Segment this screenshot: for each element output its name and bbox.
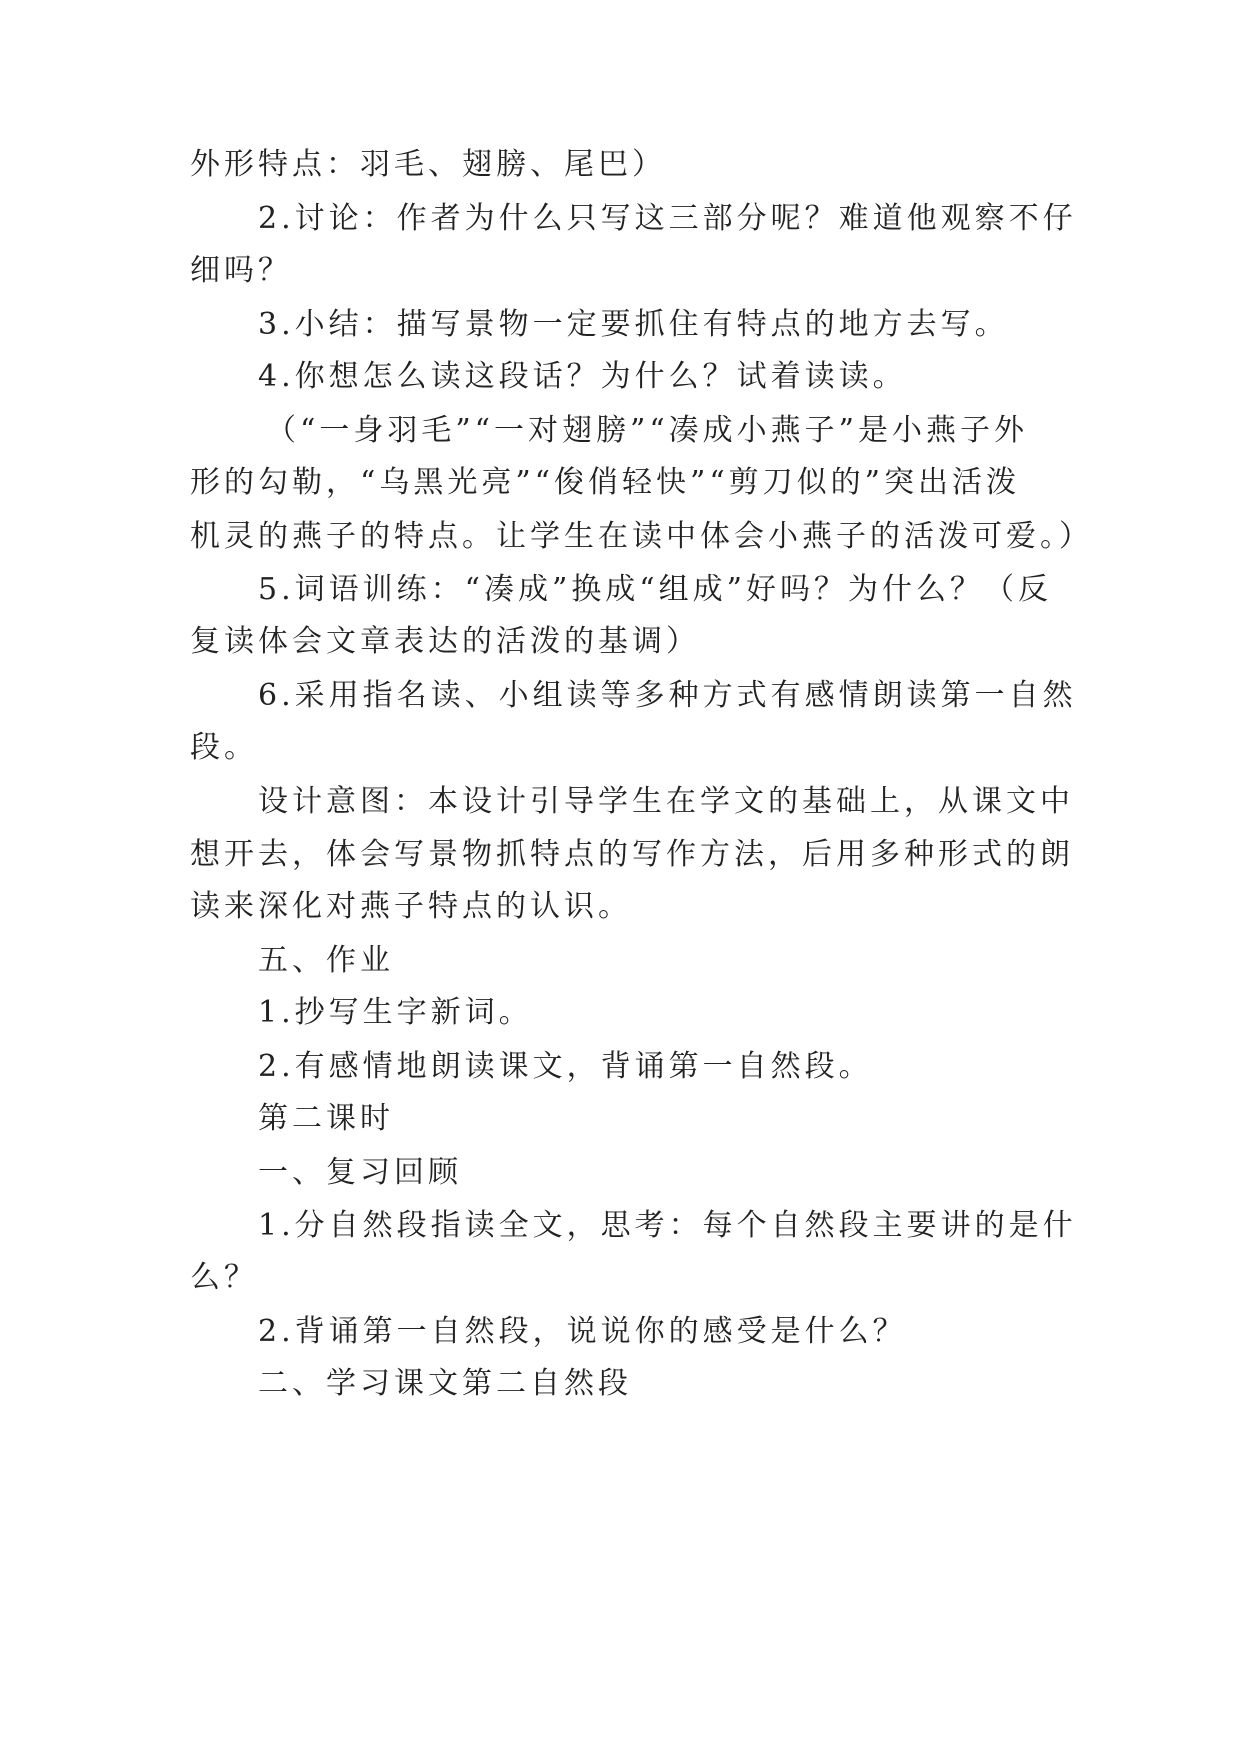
text-line: （“一身羽毛”“一对翅膀”“凑成小燕子”是小燕子外 xyxy=(266,413,1029,448)
text-line: 2.讨论：作者为什么只写这三部分呢？难道他观察不仔 xyxy=(258,201,1077,236)
text-line: 6.采用指名读、小组读等多种方式有感情朗读第一自然 xyxy=(258,678,1077,713)
text-line: 想开去，体会写景物抓特点的写作方法，后用多种形式的朗 xyxy=(190,837,1074,872)
text-line: 复读体会文章表达的活泼的基调） xyxy=(190,624,700,659)
section-heading: 五、作业 xyxy=(258,943,394,978)
text-line: 1.抄写生字新词。 xyxy=(258,995,533,1030)
text-line: 外形特点：羽毛、翅膀、尾巴） xyxy=(190,147,666,182)
text-line: 1.分自然段指读全文，思考：每个自然段主要讲的是什 xyxy=(258,1208,1077,1243)
text-line: 4.你想怎么读这段话？为什么？试着读读。 xyxy=(258,359,907,394)
text-line: 设计意图：本设计引导学生在学文的基础上，从课文中 xyxy=(258,784,1074,819)
text-line: 细吗？ xyxy=(190,253,292,288)
section-heading: 一、复习回顾 xyxy=(258,1155,462,1190)
text-line: 2.有感情地朗读课文，背诵第一自然段。 xyxy=(258,1049,873,1084)
text-line: 段。 xyxy=(190,730,258,765)
text-line: 5.词语训练：“凑成”换成“组成”好吗？为什么？（反 xyxy=(258,572,1052,607)
text-line: 么？ xyxy=(190,1260,258,1295)
text-line: 2.背诵第一自然段，说说你的感受是什么？ xyxy=(258,1314,907,1349)
section-heading: 二、学习课文第二自然段 xyxy=(258,1366,632,1401)
text-line: 3.小结：描写景物一定要抓住有特点的地方去写。 xyxy=(258,307,1009,342)
text-line: 读来深化对燕子特点的认识。 xyxy=(190,889,632,924)
text-line: 机灵的燕子的特点。让学生在读中体会小燕子的活泼可爱。） xyxy=(190,519,1093,554)
text-line: 形的勾勒，“乌黑光亮”“俊俏轻快”“剪刀似的”突出活泼 xyxy=(190,465,1021,500)
section-heading: 第二课时 xyxy=(258,1101,394,1136)
